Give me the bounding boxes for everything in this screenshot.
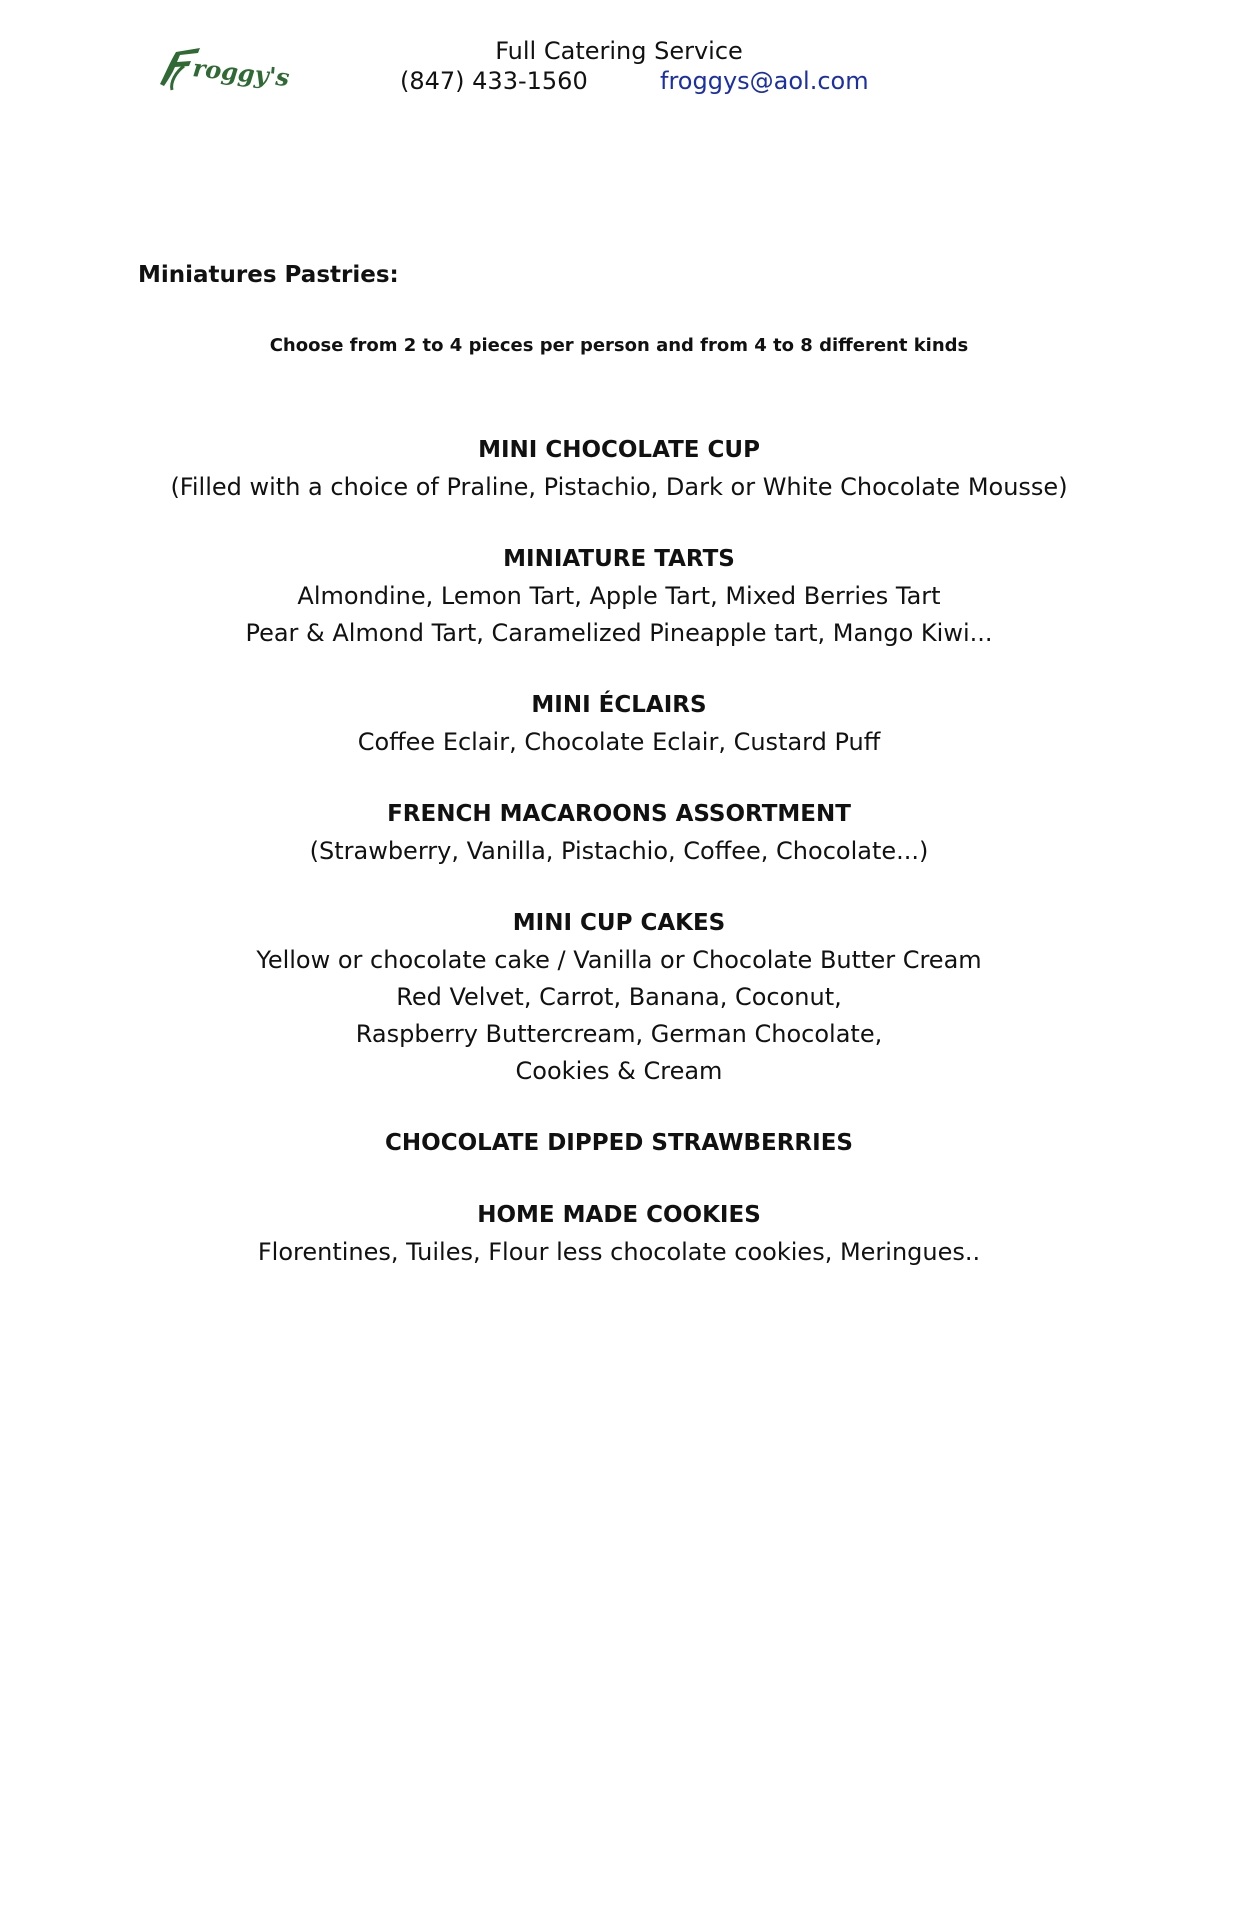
menu-item-description: (Filled with a choice of Praline, Pistachio, Dark or White Chocolate Mousse) <box>170 473 1068 501</box>
menu-item-description: (Strawberry, Vanilla, Pistachio, Coffee, Chocolate...) <box>309 837 929 865</box>
menu-item <box>0 541 1238 652</box>
menu-item-description: Red Velvet, Carrot, Banana, Coconut, <box>396 983 842 1011</box>
menu-item-title: CHOCOLATE DIPPED STRAWBERRIES <box>385 1130 853 1156</box>
svg-text:roggy's: roggy's <box>191 53 291 93</box>
menu-item-description: Almondine, Lemon Tart, Apple Tart, Mixed Berries Tart <box>297 582 941 610</box>
menu-item-description: Raspberry Buttercream, German Chocolate, <box>355 1020 883 1048</box>
menu-item-description: Yellow or chocolate cake / Vanilla or Chocolate Butter Cream <box>256 946 982 974</box>
menu-item <box>0 1197 1238 1271</box>
menu-item-title: MINI CHOCOLATE CUP <box>478 437 760 463</box>
menu-item <box>0 796 1238 870</box>
menu-item <box>0 905 1238 1090</box>
header-title: Full Catering Service <box>495 37 743 65</box>
menu-item-description: Coffee Eclair, Chocolate Eclair, Custard Puff <box>357 728 881 756</box>
menu-item-description: Florentines, Tuiles, Flour less chocolate cookies, Meringues.. <box>257 1238 981 1266</box>
menu-item <box>0 1125 1238 1162</box>
header-email-link[interactable]: froggys@aol.com <box>660 67 869 95</box>
menu-item-title: FRENCH MACAROONS ASSORTMENT <box>387 801 851 827</box>
menu-item-title: MINI CUP CAKES <box>512 910 726 936</box>
header-phone: (847) 433-1560 <box>400 67 588 95</box>
menu-item <box>0 432 1238 506</box>
menu-item-description: Pear & Almond Tart, Caramelized Pineapple tart, Mango Kiwi... <box>245 619 993 647</box>
menu-item-description: Cookies & Cream <box>515 1057 723 1085</box>
menu-item <box>0 687 1238 761</box>
menu-item-title: HOME MADE COOKIES <box>477 1202 761 1228</box>
menu-item-title: MINI ÉCLAIRS <box>531 692 707 718</box>
section-title: Miniatures Pastries: <box>138 262 399 288</box>
portion-note: Choose from 2 to 4 pieces per person and from 4 to 8 different kinds <box>269 335 969 356</box>
menu-item-title: MINIATURE TARTS <box>503 546 735 572</box>
menu-list <box>0 432 1238 1306</box>
